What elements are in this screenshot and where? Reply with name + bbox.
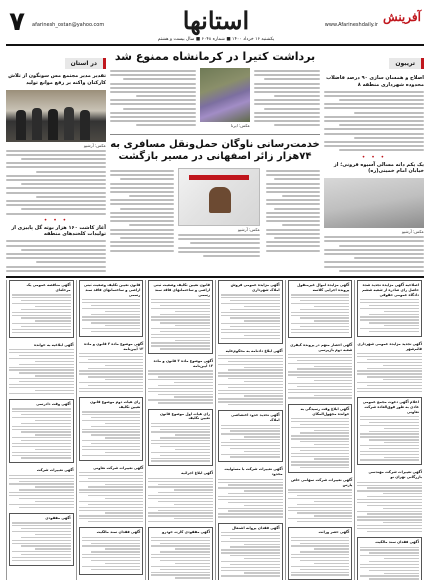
ad-block [148,471,213,522]
poster-photo [178,168,260,226]
ad-block [218,280,283,344]
ad-title: آگهی تغییرات شرکت مهندسی بازرگانی تهران نو [368,470,422,480]
left-photo-caption: عکس: آرشیو [84,142,106,148]
left-article-2-body [6,240,106,272]
center-column [110,50,320,272]
ad-block [357,280,422,337]
ad-block [288,404,353,473]
dateline: یکشنبه ۱۶ خرداد ۱۴۰۰ ■ شماره ۶۰۴۸ ■ سال بیست و هشتم [157,37,275,42]
ad-block [288,478,353,522]
ad-title: آگهی ابلاغیه به خوانده [34,342,74,347]
ad-block [9,513,74,566]
ad-title: آگهی فقدان پروانه اشتغال [231,525,280,530]
group-photo [6,90,106,142]
newspaper-page [6,6,424,580]
ad-block [218,523,283,580]
ad-block [288,280,353,338]
ad-column [354,280,424,580]
left-headline-2: آغاز کاشت ۱۶۰ هزار بوته گل پاییزی از تولیدات کلخندهای منطقه [11,224,106,238]
center-main-under-photo-body [178,234,260,257]
ad-column [145,280,215,580]
separator-dots: • • • [361,153,387,161]
center-main-left-body [110,170,174,252]
ad-title: آگهی مزایده اموال غیرمنقول پرونده اجرایی کلاسه [297,283,350,292]
right-article-1-body [324,91,424,152]
center-divider [110,134,320,135]
center-main-right-body [266,170,320,252]
ad-block [9,399,74,463]
page-number: ۷ [9,7,25,37]
ad-title: اصلاحیه آگهی مزایده تجدید شده حاصل رای صادره از شعبه ششم دادگاه عمومی حقوقی [362,283,419,297]
ad-column [6,280,76,580]
center-article-right-body [254,70,320,126]
right-headline-1: اصلاح و همسان سازی ۹۰ درصد فاضلاب محدوده شهرداری منطقه ۸ [326,75,424,88]
ad-block [218,467,283,517]
ad-block [288,343,353,399]
ad-title: آگهی تجدید مزایده عمومی شهرداری قائم‌شهر [357,341,422,351]
ad-title: آگهی فقدان سند مالکیت [96,530,141,535]
ad-title: آگهی وقت دادرسی [36,401,71,406]
ad-block [79,397,144,461]
ad-block [218,349,283,406]
ad-column [285,280,355,580]
page-header [6,6,424,46]
ad-block [357,537,422,580]
center-top-headline: برداشت کتیرا در کرمانشاه ممنوع شد [114,50,316,63]
ad-block [218,410,283,462]
ad-title: آگهی موضوع ماده ۳ قانون و ماده ۱۳ آیین‌نامه [83,341,144,351]
flowers-photo [200,68,250,122]
ad-title: قانون تعیین تکلیف وضعیت ثبتی اراضی و ساختمانهای فاقد سند رسمی [83,283,141,297]
left-headline-1: تقدیر مدیر مجتمع مس سونگون از تلاش کارکنان واکنه بر رفع موانع تولید [8,73,106,86]
ad-block [288,527,353,580]
section-label-province: در استان [65,58,106,69]
wall-photo [324,178,424,228]
email-address: afarinesh_ostan@yahoo.com [32,22,105,28]
ad-title: آگهی تحدید حدود اختصاصی املاک [231,413,280,423]
ad-title: آگهی حصر وراثت [318,530,350,535]
ad-block [357,470,422,532]
ad-title: قانون تعیین تکلیف وضعیت ثبتی اراضی و ساختمانهای فاقد سند رسمی [153,283,210,297]
ad-title: آگهی تغییرات شرکت سهامی خاص پارس [291,478,353,487]
ad-block [357,397,422,465]
ad-block [148,409,213,467]
ad-block [9,343,74,394]
ad-title: آگهی تغییرات شرکت تعاونی [93,465,144,470]
classified-ads-section [6,276,424,580]
ad-block [79,342,144,392]
ad-block [357,342,422,392]
ad-title: آگهی احضار متهم در پرونده کیفری شعبه دوم بازپرسی [290,342,353,352]
ad-title: آگهی مفقودی کارت خودرو [162,530,210,535]
poster-photo-caption: عکس: آرشیو [238,226,260,232]
header-rule [6,44,424,46]
ad-title: آگهی موضوع ماده ۳ قانون و ماده ۱۳ آیین‌نامه [153,359,213,368]
right-article-2-body [324,236,424,272]
ad-block [148,280,213,354]
masthead-title: استانها [182,6,250,35]
ad-title: آگهی مزایده عمومی فروش املاک شهرداری [230,283,280,292]
separator-dots-left: • • • [43,216,69,224]
ad-title: آگهی مناقصه عمومی یک مرحله‌ای [26,283,71,292]
right-column [324,50,424,272]
center-main-headline: خدمت‌رسانی ناوگان حمل‌ونقل مسافری به ۷۴هزار زائر اصفهانی در مسیر بازگشت [110,138,320,163]
ad-title: آگهی تغییرات شرکت با مسئولیت محدود [224,467,283,477]
website-address: www.Afarineshdaily.ir [324,22,378,28]
right-photo-caption: عکس: آرشیو [402,229,424,234]
ad-block [79,280,144,337]
section-label-tribune: تریبون [389,58,424,69]
ad-title: آگهی ابلاغ وقت رسیدگی به خوانده مجهول‌المکان [300,406,350,416]
ad-block [79,527,144,574]
ad-title: آگهی فقدان سند مالکیت [375,540,419,545]
ad-title: آگهی ابلاغ اجرائیه [181,471,213,476]
newspaper-logo: آفرینش [383,10,421,24]
ad-column [215,280,285,580]
ad-title: آگهی مفقودی [45,515,71,520]
flowers-photo-caption: عکس: ایرنا [230,122,250,128]
ad-title: رای هیات اول موضوع قانون تعیین تکلیف [159,411,210,421]
left-article-1-body [6,150,106,215]
ad-block [9,280,74,338]
ad-block [148,527,213,580]
ad-title: رای هیات دوم موضوع قانون تعیین تکلیف [90,399,141,409]
center-article-left-body [110,70,196,126]
ad-block [79,466,144,523]
ad-title: آگهی ابلاغ دادنامه به محکوم‌علیه [225,348,283,353]
right-headline-2: یک یکم دانه مسالی آسیوه قرونی؛ از خیابان امام خمینی(ره) [333,161,424,175]
left-column [6,50,106,272]
ad-block [9,468,74,508]
ad-title: اعلام آگهی دعوت مجمع عمومی عادی به طور فوق‌العاده شرکت تعاونی [362,399,419,414]
ad-title: آگهی تغییرات شرکت [36,468,74,473]
ad-column [76,280,146,580]
ad-block [148,359,213,403]
